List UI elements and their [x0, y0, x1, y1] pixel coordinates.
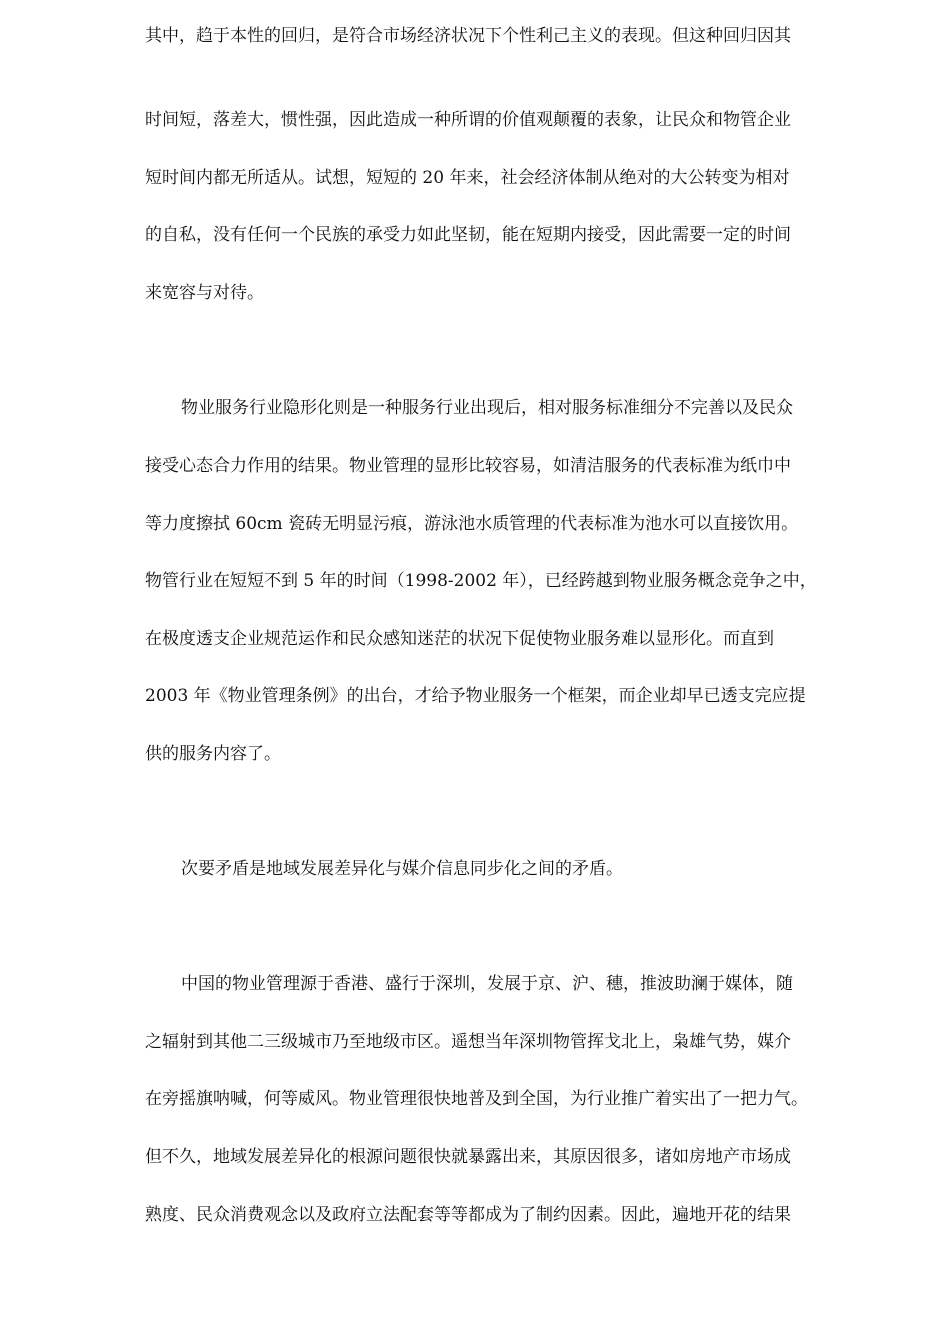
- paragraph-4-line-3: 在旁摇旗呐喊，何等威风。物业管理很快地普及到全国，为行业推广着实出了一把力气。: [145, 1089, 808, 1109]
- paragraph-4-line-4: 但不久，地域发展差异化的根源问题很快就暴露出来，其原因很多，诸如房地产市场成: [145, 1147, 791, 1167]
- paragraph-4-line-1: 中国的物业管理源于香港、盛行于深圳，发展于京、沪、穗，推波助澜于媒体，随: [181, 974, 793, 994]
- paragraph-2-line-4: 物管行业在短短不到 5 年的时间（1998-2002 年），已经跨越到物业服务概念竞争之中，: [145, 571, 817, 591]
- paragraph-1-line-3: 短时间内都无所适从。试想，短短的 20 年来，社会经济体制从绝对的大公转变为相对: [145, 168, 790, 188]
- paragraph-2-line-1: 物业服务行业隐形化则是一种服务行业出现后，相对服务标准细分不完善以及民众: [181, 398, 793, 418]
- paragraph-2-line-7: 供的服务内容了。: [145, 744, 281, 764]
- paragraph-3-line-1: 次要矛盾是地域发展差异化与媒介信息同步化之间的矛盾。: [181, 859, 623, 879]
- paragraph-1-line-1: 其中，趋于本性的回归，是符合市场经济状况下个性利己主义的表现。但这种回归因其: [145, 26, 791, 46]
- paragraph-2-line-6: 2003 年《物业管理条例》的出台，才给予物业服务一个框架，而企业却早已透支完应提: [145, 686, 806, 706]
- paragraph-4-line-5: 熟度、民众消费观念以及政府立法配套等等都成为了制约因素。因此，遍地开花的结果: [145, 1205, 791, 1225]
- paragraph-1-line-2: 时间短，落差大，惯性强，因此造成一种所谓的价值观颠覆的表象，让民众和物管企业: [145, 110, 791, 130]
- paragraph-2-line-3: 等力度擦拭 60cm 瓷砖无明显污痕，游泳池水质管理的代表标准为池水可以直接饮用。: [145, 514, 799, 534]
- paragraph-1-line-5: 来宽容与对待。: [145, 283, 264, 303]
- paragraph-2-line-2: 接受心态合力作用的结果。物业管理的显形比较容易，如清洁服务的代表标准为纸巾中: [145, 456, 791, 476]
- paragraph-4-line-2: 之辐射到其他二三级城市乃至地级市区。遥想当年深圳物管挥戈北上，枭雄气势，媒介: [145, 1032, 791, 1052]
- paragraph-1-line-4: 的自私，没有任何一个民族的承受力如此坚韧，能在短期内接受，因此需要一定的时间: [145, 225, 791, 245]
- paragraph-2-line-5: 在极度透支企业规范运作和民众感知迷茫的状况下促使物业服务难以显形化。而直到: [145, 629, 774, 649]
